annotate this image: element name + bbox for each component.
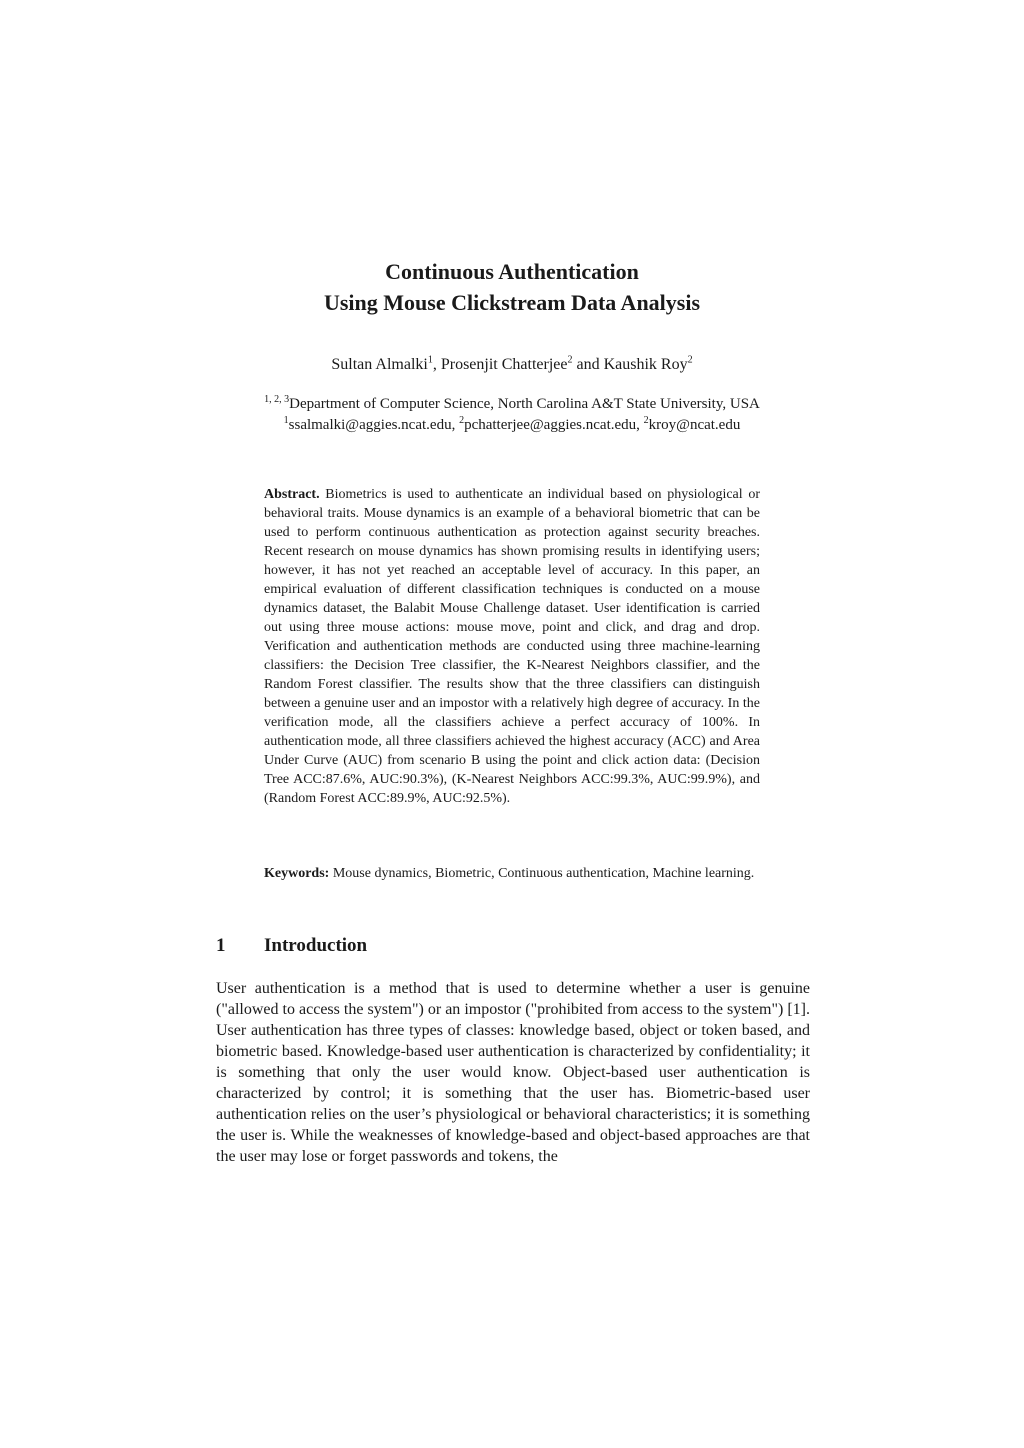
author-name: Sultan Almalki — [331, 356, 428, 373]
email-line — [0, 415, 1024, 436]
title-line-2: Using Mouse Clickstream Data Analysis — [323, 290, 701, 315]
email-address[interactable]: kroy@ncat.edu — [648, 417, 741, 433]
author-separator: and — [572, 356, 604, 373]
keywords-text: Mouse dynamics, Biometric, Continuous authentication, Machine learning. — [332, 866, 755, 881]
abstract — [264, 485, 760, 808]
keywords — [264, 864, 760, 883]
email-separator: , — [451, 417, 460, 433]
author-separator: , — [432, 356, 441, 373]
affiliation-block — [0, 394, 1024, 436]
author-name: Prosenjit Chatterjee — [440, 356, 568, 373]
affiliation-mark: 1, 2, 3 — [264, 394, 290, 405]
section-title: Introduction — [264, 935, 368, 956]
intro-paragraph: User authentication is a method that is used to determine whether a user is genuine ("allowed to access the system") or an impostor ("prohibited from access to the system") [1]. User authentication has three types of classes: knowledge based, object or token based, and biometric based. Knowledge-based user authentication is characterized by confidentiality; it is something that only the user would know. Object-based user authentication is characterized by control; it is something that the user has. Biometric-based user authentication relies on the user’s physiological or behavioral characteristics; it is something the user is. While the weaknesses of knowledge-based and object-based approaches are that the user may lose or forget passwords and tokens, the — [216, 980, 810, 1165]
section-heading — [216, 934, 367, 958]
author-name: Kaushik Roy — [603, 356, 688, 373]
affiliation-line — [0, 394, 1024, 415]
keywords-label: Keywords: — [264, 866, 330, 881]
author-affiliation-mark: 2 — [687, 354, 693, 366]
email-address[interactable]: pchatterjee@aggies.ncat.edu — [464, 417, 637, 433]
author-list — [0, 354, 1024, 376]
section-number: 1 — [216, 935, 226, 956]
email-mark: 2 — [459, 415, 465, 426]
author-affiliation-mark: 2 — [567, 354, 573, 366]
affiliation-text: Department of Computer Science, North Carolina A&T State University, USA — [289, 396, 760, 412]
title-line-1: Continuous Authentication — [385, 259, 639, 284]
email-separator: , — [636, 417, 644, 433]
author-affiliation-mark: 1 — [427, 354, 433, 366]
paper-title — [0, 256, 1024, 318]
abstract-label: Abstract. — [264, 487, 320, 502]
email-mark: 2 — [643, 415, 649, 426]
email-address[interactable]: ssalmalki@aggies.ncat.edu — [288, 417, 452, 433]
email-mark: 1 — [283, 415, 289, 426]
abstract-text: Biometrics is used to authenticate an individual based on physiological or behavioral traits. Mouse dynamics is an example of a behavioral biometric that can be used to perform continuous authentication as protection against security breaches. Recent research on mouse dynamics has shown promising results in identifying users; however, it has not yet reached an acceptable level of accuracy. In this paper, an empirical evaluation of different classification techniques is conducted on a mouse dynamics dataset, the Balabit Mouse Challenge dataset. User identification is carried out using three mouse actions: mouse move, point and click, and drag and drop. Verification and authentication methods are conducted using three machine-learning classifiers: the Decision Tree classifier, the K-Nearest Neighbors classifier, and the Random Forest classifier. The results show that the three classifiers can distinguish between a genuine user and an impostor with a relatively high degree of accuracy. In the verification mode, all the classifiers achieve a perfect accuracy of 100%. In authentication mode, all three classifiers achieved the highest accuracy (ACC) and Area Under Curve (AUC) from scenario B using the point and click action data: (Decision Tree ACC:87.6%, AUC:90.3%), (K-Nearest Neighbors ACC:99.3%, AUC:99.9%), and (Random Forest ACC:89.9%, AUC:92.5%). — [264, 487, 760, 806]
